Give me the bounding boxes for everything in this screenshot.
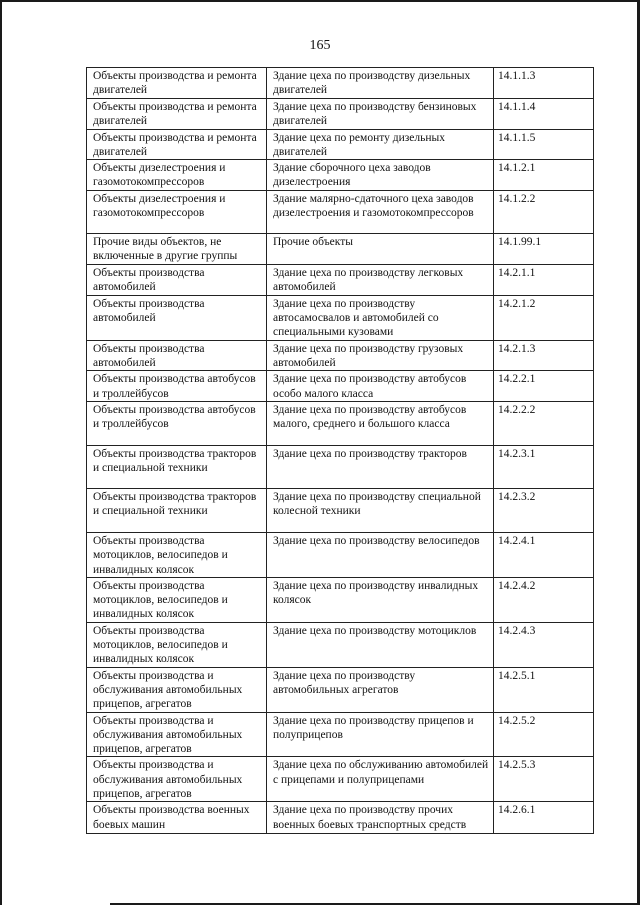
- object-name-cell: Здание цеха по производству прицепов и полуприцепов: [267, 712, 494, 757]
- table-row: [87, 191, 594, 234]
- object-code-cell: 14.2.5.3: [494, 757, 594, 802]
- object-name-cell: Здание цеха по производству автосамосвалов и автомобилей со специальными кузовами: [267, 295, 494, 340]
- page-number: 165: [309, 38, 331, 53]
- table-row: [87, 757, 594, 802]
- object-name-cell: Здание цеха по производству прочих военных боевых транспортных средств: [267, 802, 494, 834]
- object-code-cell: 14.2.5.2: [494, 712, 594, 757]
- table-row: [87, 532, 594, 577]
- object-code-cell: 14.2.1.2: [494, 295, 594, 340]
- table-row: [87, 295, 594, 340]
- object-group-cell: Прочие виды объектов, не включенные в другие группы: [87, 234, 267, 265]
- object-group-cell: Объекты производства мотоциклов, велосипедов и инвалидных колясок: [87, 622, 267, 667]
- object-group-cell: Объекты производства и ремонта двигателей: [87, 98, 267, 129]
- object-group-cell: Объекты дизелестроения и газомотокомпрессоров: [87, 160, 267, 191]
- object-name-cell: Здание цеха по производству мотоциклов: [267, 622, 494, 667]
- object-group-cell: Объекты производства автомобилей: [87, 295, 267, 340]
- object-code-cell: 14.1.2.2: [494, 191, 594, 234]
- object-code-cell: 14.2.3.1: [494, 445, 594, 488]
- scan-border-left: [0, 0, 2, 905]
- object-name-cell: Здание цеха по производству дизельных двигателей: [267, 68, 494, 99]
- table-row: [87, 712, 594, 757]
- object-group-cell: Объекты производства тракторов и специальной техники: [87, 445, 267, 488]
- table-row: [87, 234, 594, 265]
- table-row: [87, 401, 594, 445]
- object-code-cell: 14.1.99.1: [494, 234, 594, 265]
- object-name-cell: Здание цеха по производству велосипедов: [267, 532, 494, 577]
- table-row: [87, 802, 594, 834]
- object-name-cell: Здание цеха по производству инвалидных колясок: [267, 577, 494, 622]
- object-name-cell: Здание цеха по ремонту дизельных двигателей: [267, 129, 494, 160]
- object-name-cell: Здание цеха по производству тракторов: [267, 445, 494, 488]
- scan-border-top: [0, 0, 640, 2]
- table-row: [87, 488, 594, 532]
- object-code-cell: 14.2.5.1: [494, 667, 594, 712]
- object-name-cell: Прочие объекты: [267, 234, 494, 265]
- table-row: [87, 129, 594, 160]
- object-name-cell: Здание цеха по производству автобусов малого, среднего и большого класса: [267, 401, 494, 445]
- object-code-cell: 14.1.1.4: [494, 98, 594, 129]
- object-group-cell: Объекты производства тракторов и специальной техники: [87, 488, 267, 532]
- object-group-cell: Объекты производства автобусов и троллейбусов: [87, 371, 267, 402]
- object-group-cell: Объекты производства мотоциклов, велосипедов и инвалидных колясок: [87, 577, 267, 622]
- classification-table: [86, 67, 594, 834]
- object-code-cell: 14.2.6.1: [494, 802, 594, 834]
- object-code-cell: 14.1.2.1: [494, 160, 594, 191]
- object-group-cell: Объекты производства военных боевых машин: [87, 802, 267, 834]
- object-code-cell: 14.2.2.2: [494, 401, 594, 445]
- table-row: [87, 622, 594, 667]
- table-row: [87, 667, 594, 712]
- table-row: [87, 371, 594, 402]
- object-group-cell: Объекты дизелестроения и газомотокомпрессоров: [87, 191, 267, 234]
- object-code-cell: 14.2.4.3: [494, 622, 594, 667]
- object-group-cell: Объекты производства автобусов и троллейбусов: [87, 401, 267, 445]
- object-name-cell: Здание цеха по производству легковых автомобилей: [267, 265, 494, 296]
- object-name-cell: Здание цеха по производству специальной колесной техники: [267, 488, 494, 532]
- table-row: [87, 68, 594, 99]
- object-group-cell: Объекты производства и обслуживания автомобильных прицепов, агрегатов: [87, 667, 267, 712]
- object-group-cell: Объекты производства и обслуживания автомобильных прицепов, агрегатов: [87, 712, 267, 757]
- table-row: [87, 340, 594, 371]
- object-name-cell: Здание малярно-сдаточного цеха заводов дизелестроения и газомотокомпрессоров: [267, 191, 494, 234]
- object-group-cell: Объекты производства мотоциклов, велосипедов и инвалидных колясок: [87, 532, 267, 577]
- object-code-cell: 14.2.4.2: [494, 577, 594, 622]
- object-group-cell: Объекты производства и обслуживания автомобильных прицепов, агрегатов: [87, 757, 267, 802]
- object-group-cell: Объекты производства и ремонта двигателей: [87, 129, 267, 160]
- object-name-cell: Здание сборочного цеха заводов дизелестроения: [267, 160, 494, 191]
- object-name-cell: Здание цеха по производству автобусов особо малого класса: [267, 371, 494, 402]
- object-name-cell: Здание цеха по производству бензиновых двигателей: [267, 98, 494, 129]
- object-code-cell: 14.2.4.1: [494, 532, 594, 577]
- object-name-cell: Здание цеха по обслуживанию автомобилей с прицепами и полуприцепами: [267, 757, 494, 802]
- object-code-cell: 14.2.1.3: [494, 340, 594, 371]
- object-name-cell: Здание цеха по производству автомобильных агрегатов: [267, 667, 494, 712]
- table-row: [87, 160, 594, 191]
- object-code-cell: 14.1.1.3: [494, 68, 594, 99]
- table-row: [87, 98, 594, 129]
- object-group-cell: Объекты производства автомобилей: [87, 340, 267, 371]
- object-name-cell: Здание цеха по производству грузовых автомобилей: [267, 340, 494, 371]
- table-row: [87, 577, 594, 622]
- object-code-cell: 14.1.1.5: [494, 129, 594, 160]
- object-group-cell: Объекты производства и ремонта двигателей: [87, 68, 267, 99]
- object-code-cell: 14.2.3.2: [494, 488, 594, 532]
- table-row: [87, 265, 594, 296]
- table-row: [87, 445, 594, 488]
- object-code-cell: 14.2.2.1: [494, 371, 594, 402]
- object-group-cell: Объекты производства автомобилей: [87, 265, 267, 296]
- table-body: [87, 68, 594, 834]
- object-code-cell: 14.2.1.1: [494, 265, 594, 296]
